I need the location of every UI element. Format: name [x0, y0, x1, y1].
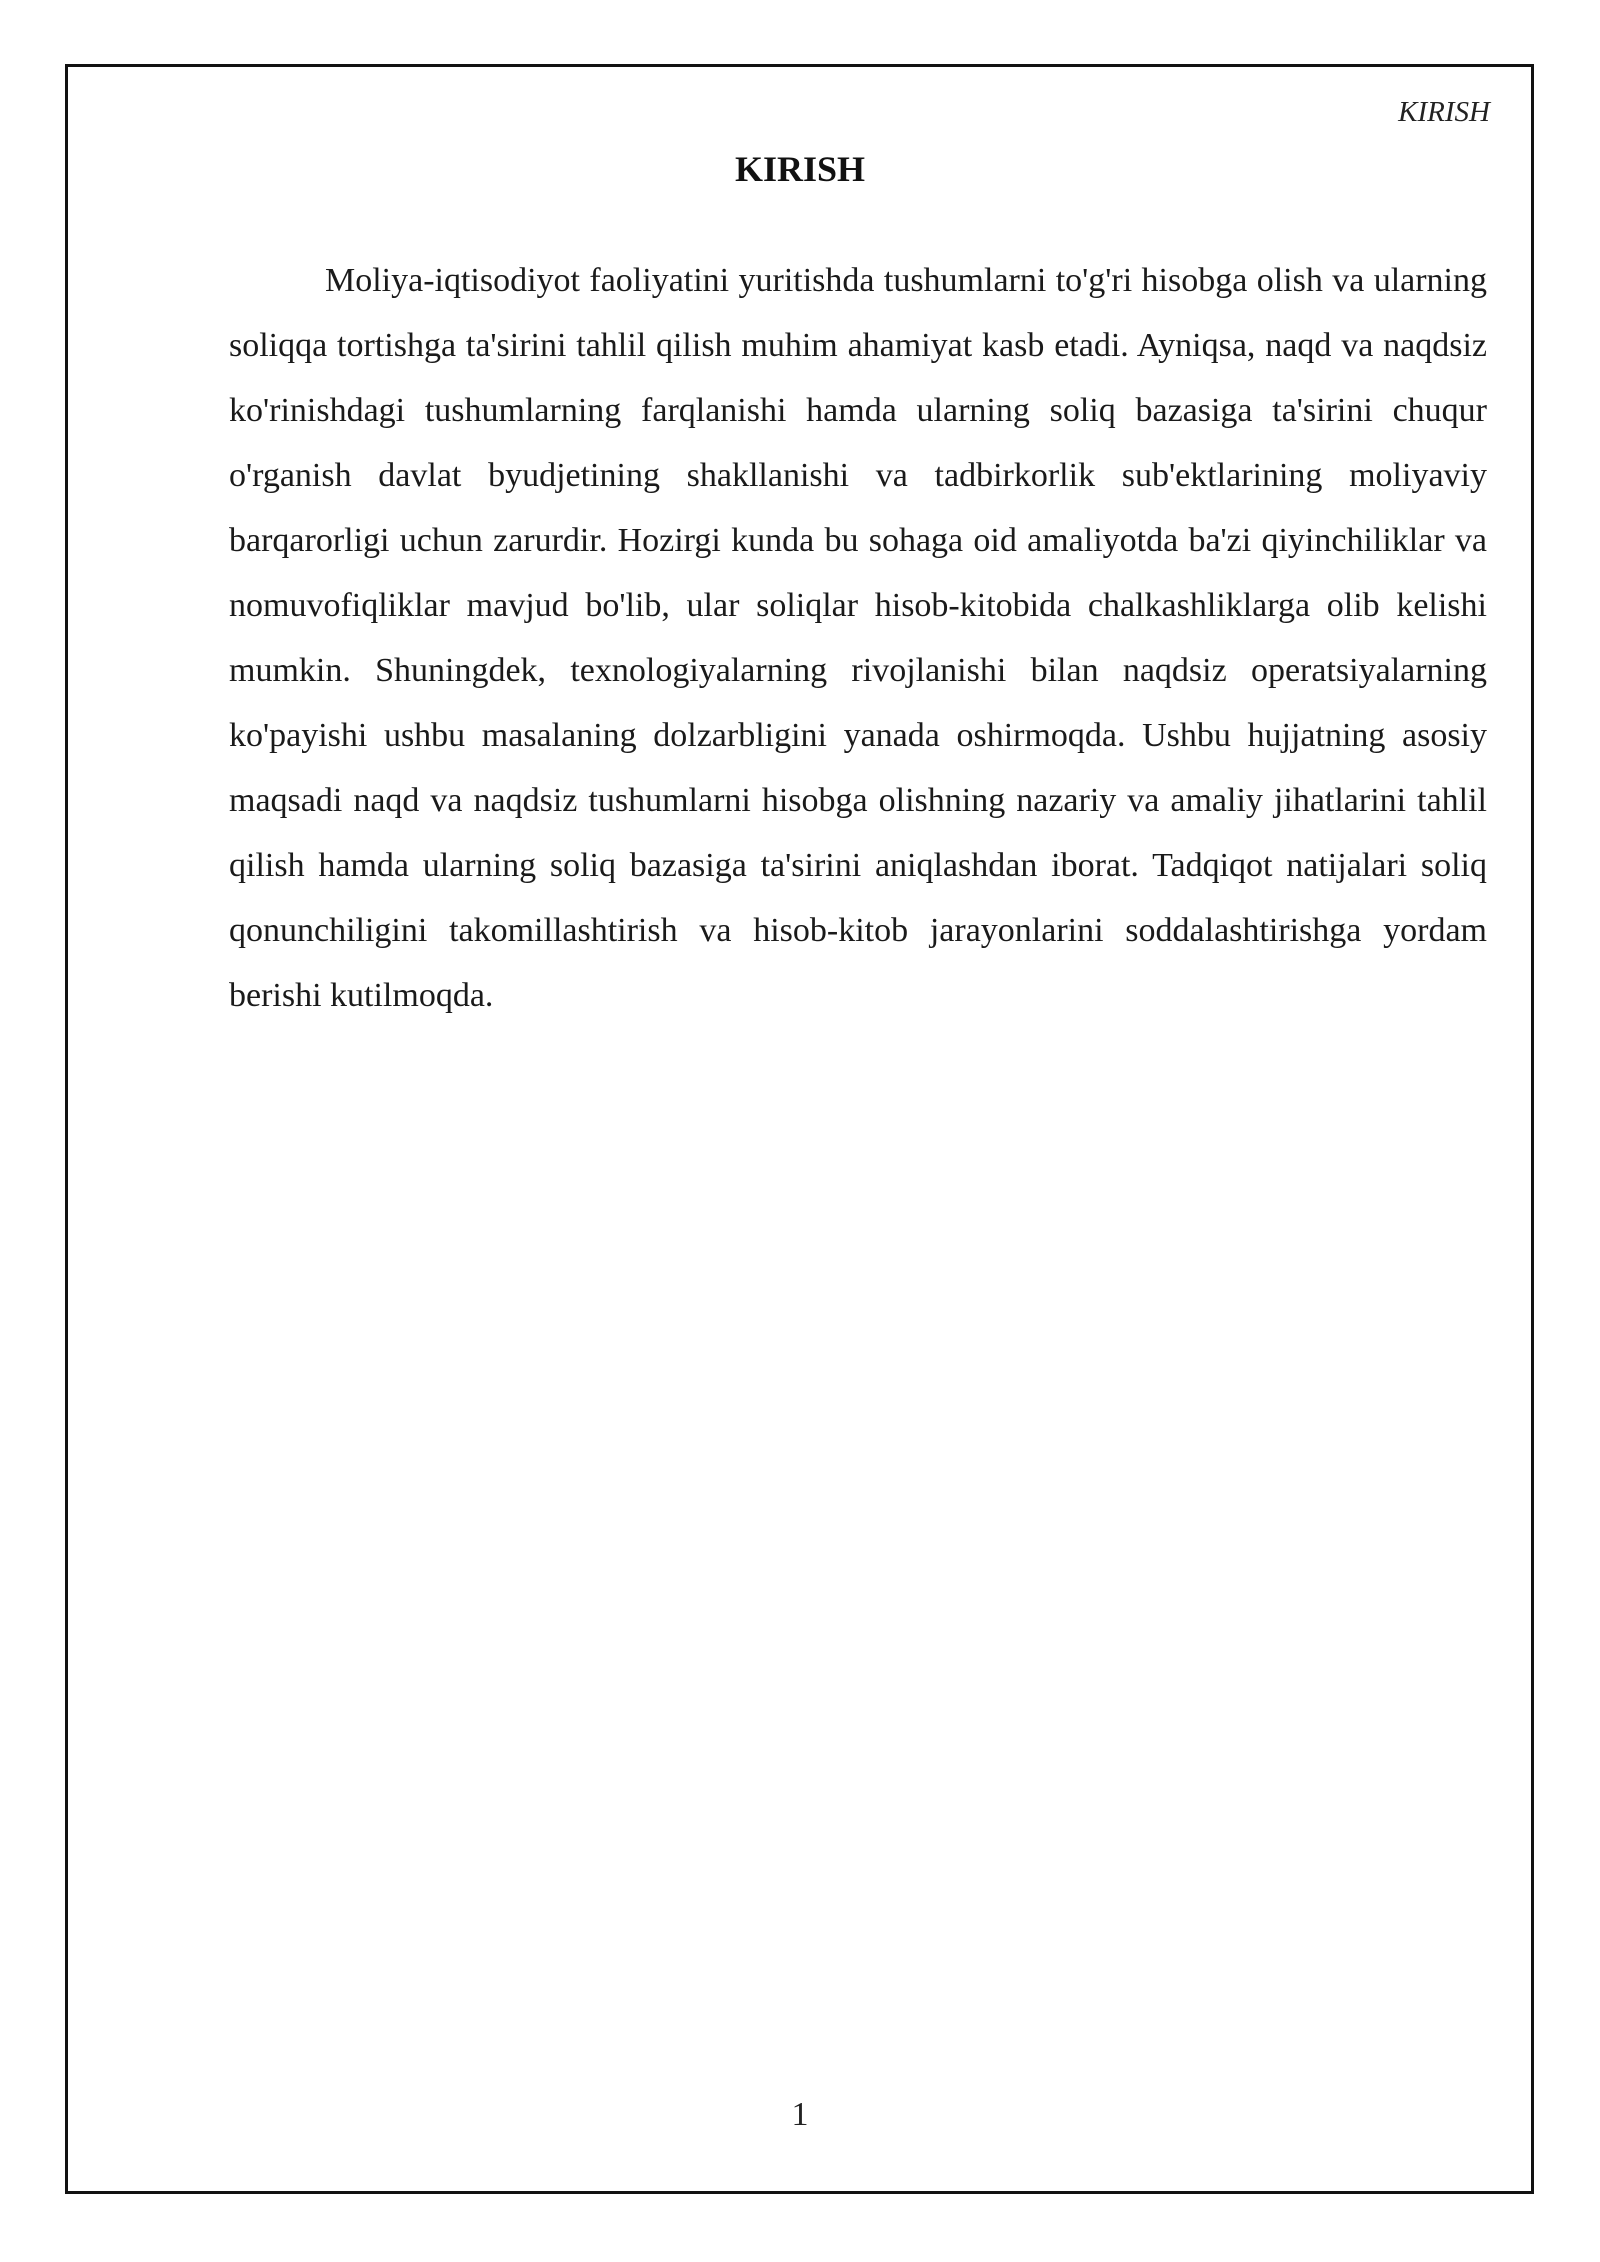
page-number: 1: [791, 2096, 809, 2133]
body-paragraph: Moliya-iqtisodiyot faoliyatini yuritishda tushumlarni to'g'ri hisobga olish va ularning soliqqa tortishga ta'sirini tahlil qilish muhim ahamiyat kasb etadi. Ayniqsa, naqd va naqdsiz ko'rinishdagi tushumlarning farqlanishi hamda ularning soliq bazasiga ta'sirini chuqur o'rganish davlat byudjetining shakllanishi va tadbirkorlik sub'ektlarining moliyaviy barqarorligi uchun zarurdir. Hozirgi kunda bu sohaga oid amaliyotda ba'zi qiyinchiliklar va nomuvofiqliklar mavjud bo'lib, ular soliqlar hisob-kitobida chalkashliklarga olib kelishi mumkin. Shuningdek, texnologiyalarning rivojlanishi bilan naqdsiz operatsiyalarning ko'payishi ushbu masalaning dolzarbligini yanada oshirmoqda. Ushbu hujjatning asosiy maqsadi naqd va naqdsiz tushumlarni hisobga olishning nazariy va amaliy jihatlarini tahlil qilish hamda ularning soliq bazasiga ta'sirini aniqlashdan iborat. Tadqiqot natijalari soliq qonunchiligini takomillashtirish va hisob-kitob jarayonlarini soddalashtirishga yordam berishi kutilmoqda.: [229, 262, 1487, 1014]
running-header: KIRISH: [1398, 96, 1490, 128]
section-title: KIRISH: [734, 149, 866, 189]
